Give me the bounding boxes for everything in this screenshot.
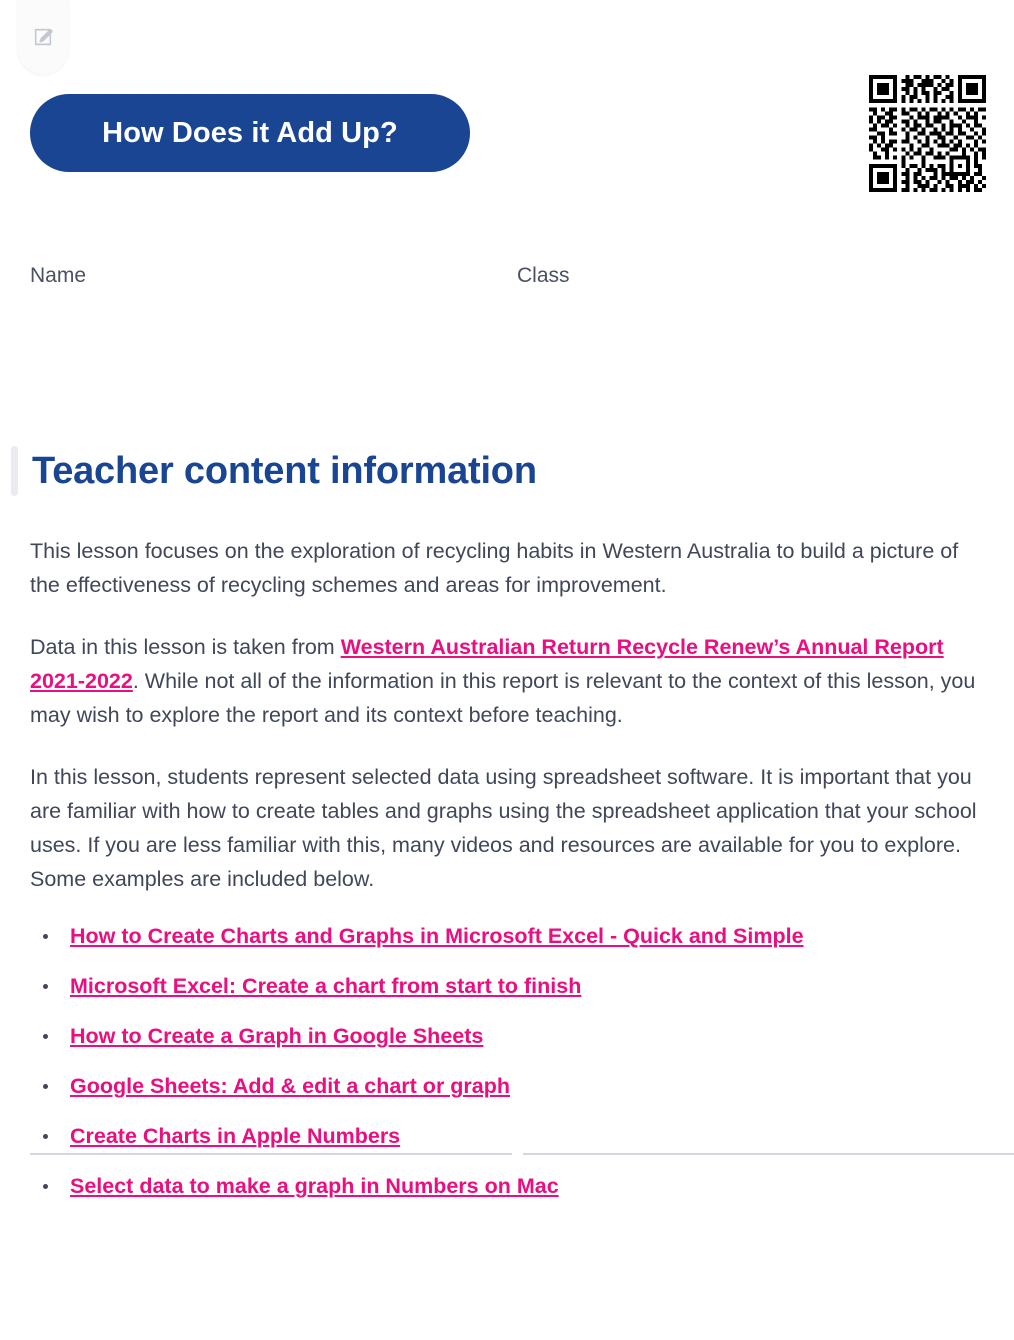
resource-link-google-sheets-add-edit[interactable]: Google Sheets: Add & edit a chart or graph <box>70 1074 511 1098</box>
list-item <box>30 1022 994 1050</box>
data-source-paragraph <box>30 630 994 732</box>
section-heading: Teacher content information <box>32 449 537 492</box>
list-item <box>30 922 994 950</box>
list-item <box>30 1122 994 1150</box>
list-item <box>30 1072 994 1100</box>
teacher-content-body <box>30 534 994 1200</box>
spreadsheet-paragraph: In this lesson, students represent selected data using spreadsheet software. It is important that you are familiar with how to create tables and graphs using the spreadsheet application that your school uses. If you are less familiar with this, many videos and resources are available for you to explore. Some examples are included below. <box>30 765 977 891</box>
edit-square-pencil-icon <box>32 26 54 48</box>
edit-page-button[interactable] <box>18 0 68 74</box>
qr-code-icon <box>869 75 986 192</box>
student-fields-row <box>30 264 930 288</box>
qr-code[interactable] <box>869 75 986 192</box>
data-source-text-after: . While not all of the information in this report is relevant to the context of this lesson, you may wish to explore the report and its context before teaching. <box>30 669 976 727</box>
page-divider <box>0 1153 1014 1155</box>
resource-link-excel-chart-start-finish[interactable]: Microsoft Excel: Create a chart from start to finish <box>70 974 582 998</box>
resource-link-numbers-mac-graph[interactable]: Select data to make a graph in Numbers on Mac <box>70 1174 559 1198</box>
data-source-text-before: Data in this lesson is taken from <box>30 635 341 659</box>
divider-segment-left <box>30 1153 512 1155</box>
name-field-label: Name <box>30 264 87 287</box>
divider-segment-right <box>523 1153 1014 1155</box>
resource-links-list <box>30 922 994 1200</box>
list-item <box>30 1172 994 1200</box>
class-field-label: Class <box>517 264 570 287</box>
annual-report-link[interactable]: Western Australian Return Recycle Renew’s Annual Report 2021-2022 <box>30 635 944 693</box>
resource-link-google-sheets-graph[interactable]: How to Create a Graph in Google Sheets <box>70 1024 484 1048</box>
intro-paragraph: This lesson focuses on the exploration of recycling habits in Western Australia to build a picture of the effectiveness of recycling schemes and areas for improvement. <box>30 539 959 597</box>
page-title: How Does it Add Up? <box>102 116 398 149</box>
resource-link-excel-charts-graphs[interactable]: How to Create Charts and Graphs in Microsoft Excel - Quick and Simple <box>70 924 804 948</box>
resource-link-apple-numbers-charts[interactable]: Create Charts in Apple Numbers <box>70 1124 401 1148</box>
list-item <box>30 972 994 1000</box>
heading-accent-bar <box>11 446 18 496</box>
section-heading-block <box>11 446 537 496</box>
lesson-title-pill <box>30 94 470 172</box>
